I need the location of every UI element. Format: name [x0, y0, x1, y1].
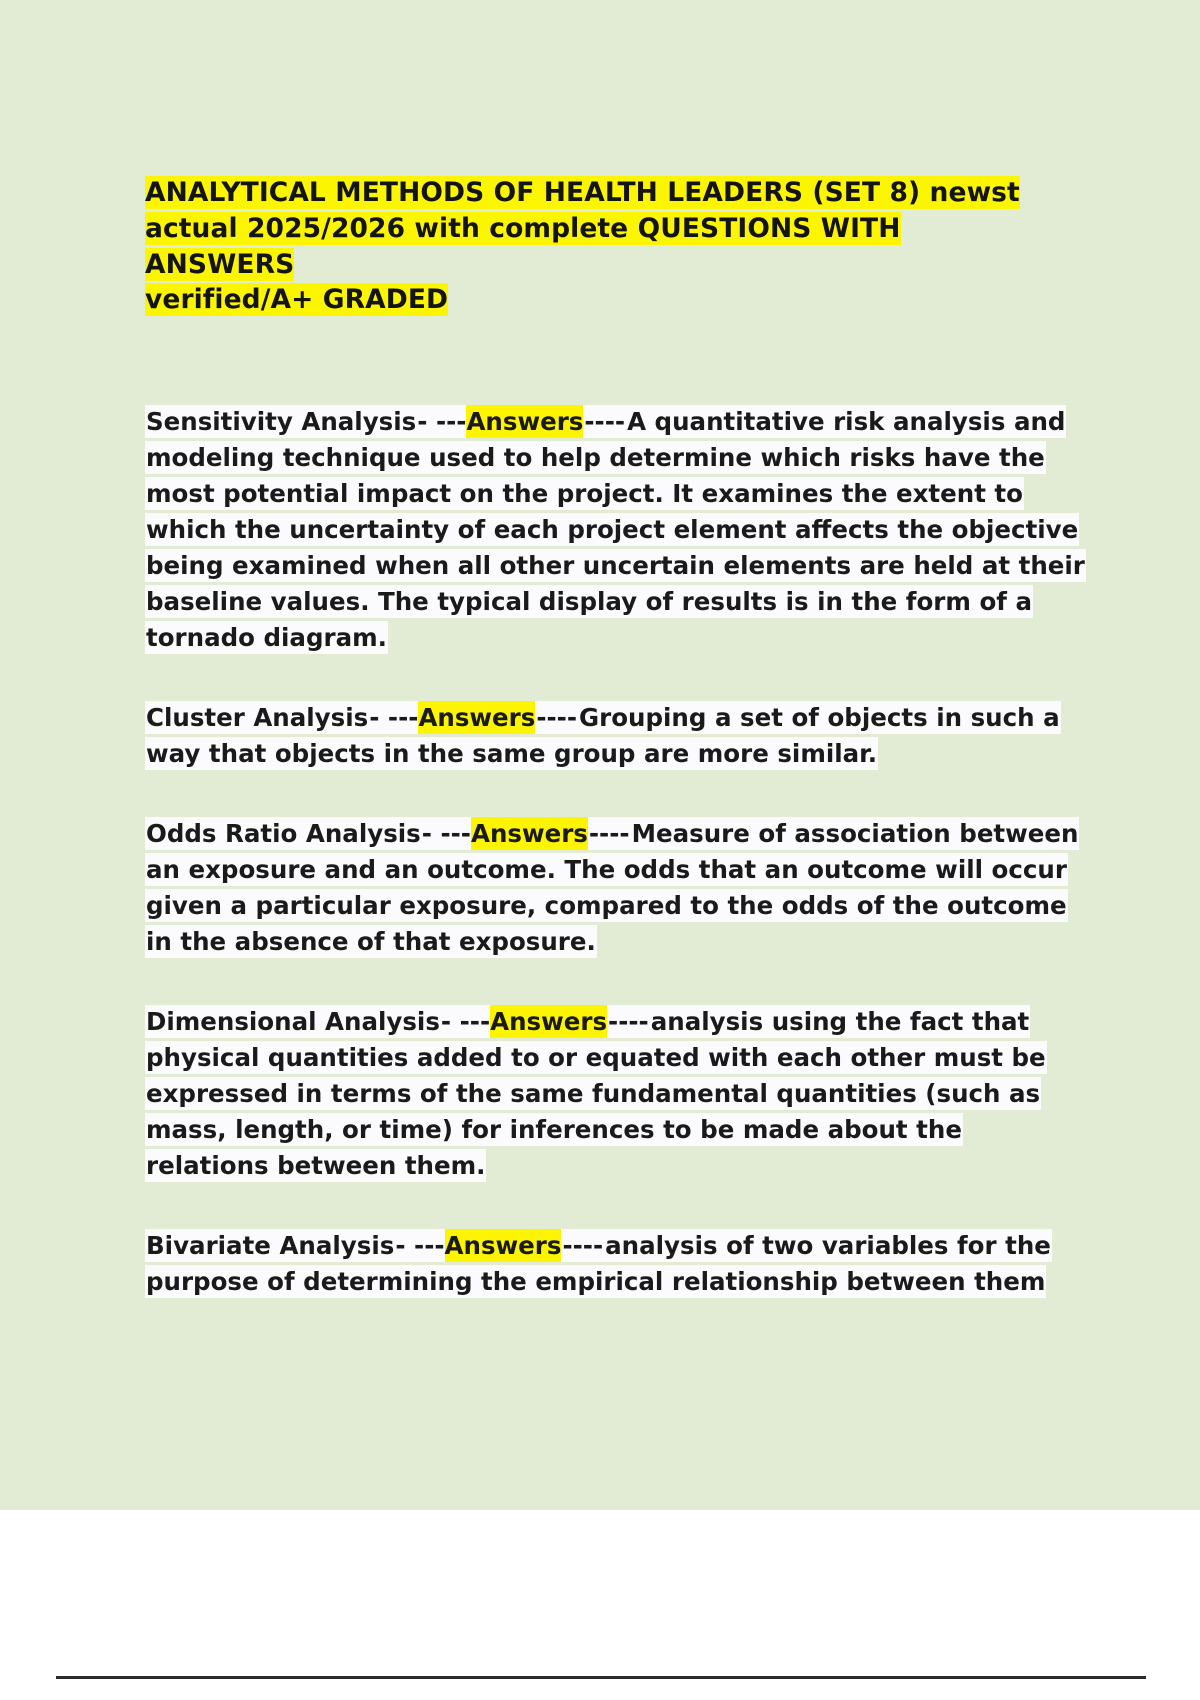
qa-answer: A quantitative risk analysis and modeling technique used to help determine which risks have the most potential impact on the project. It examines the extent to which the uncertainty of each project element affects the objective being examined when all other uncertain elements are held at their baseline values. The typical display of results is in the form of a tornado diagram. — [146, 407, 1085, 653]
answers-label: Answers — [418, 703, 536, 733]
qa-trail-dashes: ---- — [536, 703, 578, 733]
qa-lead-dashes: - --- — [417, 407, 467, 437]
page-title-line-3: verified/A+ GRADED — [145, 284, 449, 316]
qa-lead-dashes: - --- — [395, 1231, 445, 1261]
qa-term: Bivariate Analysis — [146, 1231, 395, 1261]
qa-trail-dashes: ---- — [562, 1231, 604, 1261]
page-title-line-2: actual 2025/2026 with complete QUESTIONS WITH ANSWERS — [145, 212, 901, 280]
page-title — [145, 175, 1035, 318]
qa-term: Cluster Analysis — [146, 703, 369, 733]
qa-trail-dashes: ---- — [608, 1007, 649, 1037]
qa-answer: Measure of association between an exposure and an outcome. The odds that an outcome will occur given a particular exposure, compared to the odds of the outcome in the absence of that exposure. — [146, 819, 1079, 957]
document-content — [145, 175, 1085, 1300]
qa-answer: Grouping a set of objects in such a way that objects in the same group are more similar. — [146, 703, 1060, 769]
qa-entry — [145, 700, 1085, 772]
qa-term: Dimensional Analysis — [146, 1007, 440, 1037]
answers-label: Answers — [470, 819, 588, 849]
qa-entry — [145, 1004, 1085, 1184]
qa-term: Sensitivity Analysis — [146, 407, 417, 437]
qa-term: Odds Ratio Analysis — [146, 819, 421, 849]
qa-answer: analysis using the fact that physical quantities added to or equated with each other must be expressed in terms of the same fundamental quantities (such as mass, length, or time) for inferences to be made about the relations between them. — [146, 1007, 1046, 1181]
answers-label: Answers — [444, 1231, 562, 1261]
qa-entry — [145, 816, 1085, 960]
qa-lead-dashes: - --- — [421, 819, 471, 849]
page-title-line-1: ANALYTICAL METHODS OF HEALTH LEADERS (SET 8) newst — [145, 177, 1020, 208]
answers-label: Answers — [466, 407, 584, 437]
qa-lead-dashes: - --- — [369, 703, 419, 733]
answers-label: Answers — [490, 1007, 608, 1037]
qa-lead-dashes: - --- — [440, 1007, 491, 1037]
qa-list — [145, 404, 1085, 1300]
qa-entry — [145, 404, 1085, 656]
footer-divider — [56, 1676, 1146, 1679]
qa-entry — [145, 1228, 1085, 1300]
qa-trail-dashes: ---- — [588, 819, 630, 849]
qa-trail-dashes: ---- — [584, 407, 626, 437]
page-footer-area — [0, 1510, 1200, 1700]
qa-answer: analysis of two variables for the purpose of determining the empirical relationship between them — [146, 1231, 1051, 1297]
